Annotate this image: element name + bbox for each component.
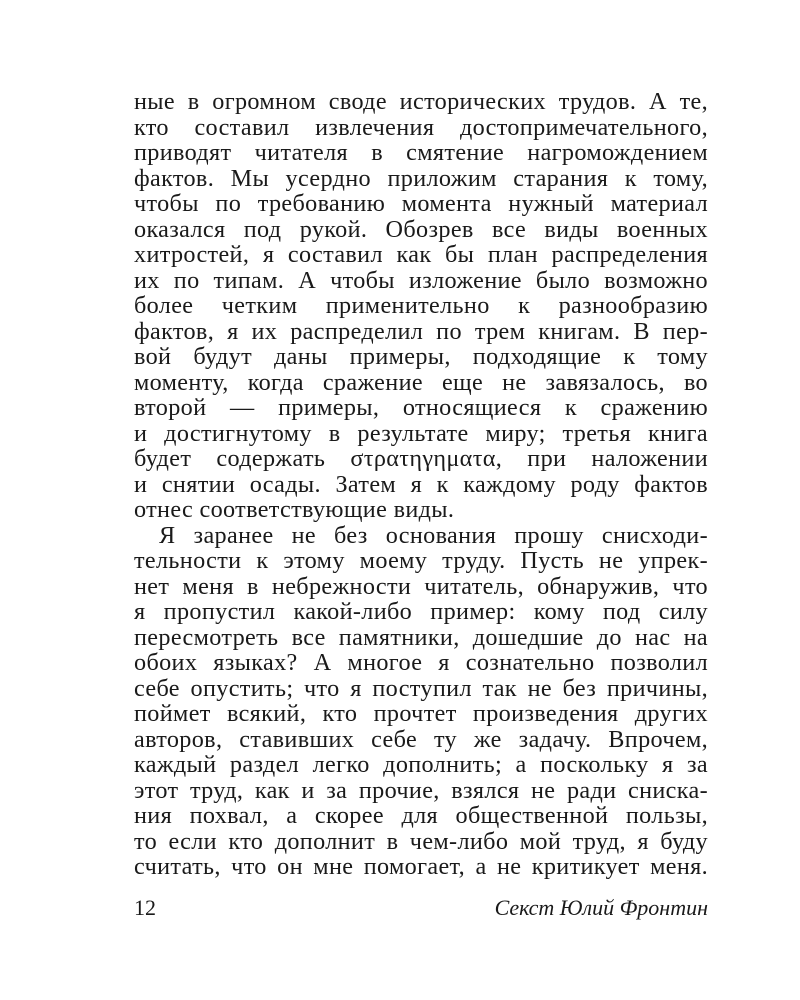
text-line: этот труд, как и за прочие, взялся не ради сниска- [134, 776, 708, 804]
paragraph-start-line: Я заранее не без основания прошу снисходи- [159, 521, 708, 549]
body-text [134, 89, 708, 880]
text-line: их по типам. А чтобы изложение было возможно [134, 266, 708, 294]
text-line: ные в огромном своде исторических трудов. А те, [134, 88, 708, 115]
text-line: я пропустил какой-либо пример: кому под силу [134, 598, 708, 625]
text-line: то если кто дополнит в чем-либо мой труд, я буду [134, 827, 708, 855]
text-line: кто составил извлечения достопримечательного, [134, 113, 708, 141]
page-number: 12 [134, 895, 156, 920]
text-line: себе опустить; что я поступил так не без причины, [134, 674, 708, 702]
paragraph-end-line: отнес соответствующие виды. [134, 496, 455, 523]
text-line: ния похвал, а скорее для общественной пользы, [134, 802, 708, 829]
text-line: оказался под рукой. Обозрев все виды военных [134, 215, 708, 243]
text-line: каждый раздел легко дополнить; а поскольку я за [134, 751, 708, 778]
page-footer [134, 895, 708, 925]
text-line: и снятии осады. Затем я к каждому роду фактов [134, 470, 708, 498]
text-line: поймет всякий, кто прочтет произведения других [134, 700, 708, 727]
text-line: второй — примеры, относящиеся к сражению [134, 394, 708, 421]
text-line: и достигнутому в результате миру; третья книга [134, 419, 708, 447]
text-line: вой будут даны примеры, подходящие к тому [134, 343, 708, 370]
text-line: пересмотреть все памятники, дошедшие до нас на [134, 623, 708, 651]
text-line: обоих языках? А многое я сознательно позволил [134, 649, 708, 676]
text-line: нет меня в небрежности читатель, обнаружив, что [134, 572, 708, 600]
text-line: тельности к этому моему труду. Пусть не упрек- [134, 547, 708, 574]
text-line: будет содержать στρατηγηματα, при наложении [134, 445, 708, 472]
text-line: считать, что он мне помогает, а не критикует меня. [134, 853, 708, 880]
text-line: авторов, ставивших себе ту же задачу. Впрочем, [134, 725, 708, 753]
text-line: более четким применительно к разнообразию [134, 292, 708, 319]
text-line: фактов, я их распределил по трем книгам. В пер- [134, 317, 708, 345]
text-line: моменту, когда сражение еще не завязалось, во [134, 368, 708, 396]
text-line: чтобы по требованию момента нужный материал [134, 190, 708, 217]
text-line: приводят читателя в смятение нагромождением [134, 139, 708, 166]
text-line: хитростей, я составил как бы план распределения [134, 241, 708, 268]
text-line: фактов. Мы усердно приложим старания к тому, [134, 164, 708, 192]
running-title: Секст Юлий Фронтин [494, 895, 708, 920]
